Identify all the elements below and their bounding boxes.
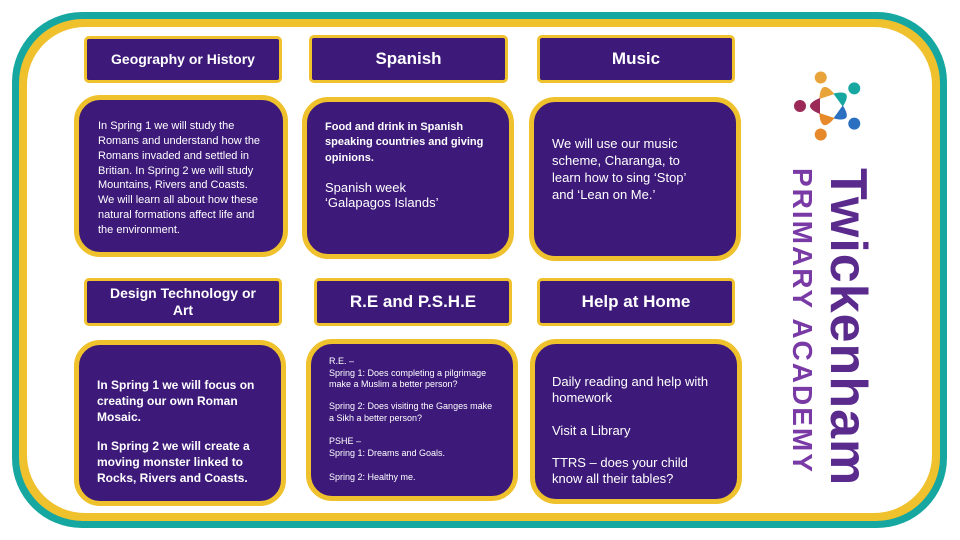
spanish-week-line2: ‘Galapagos Islands’ bbox=[325, 195, 439, 211]
header-design-technology: Design Technology or Art bbox=[84, 278, 282, 326]
pshe-label: PSHE – bbox=[329, 436, 362, 447]
dt-text-spring1: In Spring 1 we will focus on creating our own Roman Mosaic. bbox=[97, 378, 255, 425]
spanish-box bbox=[302, 97, 514, 259]
school-logo bbox=[785, 62, 875, 144]
pshe-spring2: Spring 2: Healthy me. bbox=[329, 471, 416, 482]
re-spring1: Spring 1: Does completing a pilgrimage make a Muslim a better person? bbox=[329, 367, 487, 390]
music-box bbox=[529, 97, 741, 261]
pshe-spring1: Spring 1: Dreams and Goals. bbox=[329, 448, 446, 459]
brand-name: Twickenham bbox=[819, 168, 877, 487]
help-at-home-box bbox=[530, 339, 742, 504]
header-spanish: Spanish bbox=[309, 35, 508, 83]
geography-text: In Spring 1 we will study the Romans and understand how the Romans invaded and settled in Britian. In Spring 2 we will study Mountains, Rivers and Coasts. We will learn all about how these natural formations affect life and the environment. bbox=[98, 120, 261, 236]
header-re-pshe: R.E and P.S.H.E bbox=[314, 278, 512, 326]
header-geography: Geography or History bbox=[84, 36, 282, 83]
geography-box bbox=[74, 95, 288, 257]
spanish-week-line1: Spanish week bbox=[325, 180, 406, 196]
header-music: Music bbox=[537, 35, 735, 83]
header-help-at-home: Help at Home bbox=[537, 278, 735, 326]
design-technology-box bbox=[74, 340, 286, 506]
help-item-ttrs: TTRS – does your child know all their tables? bbox=[552, 454, 688, 486]
music-text: We will use our music scheme, Charanga, to learn how to sing ‘Stop’ and ‘Lean on Me.’ bbox=[552, 136, 686, 202]
re-label: R.E. – bbox=[329, 356, 355, 366]
spanish-bold-text: Food and drink in Spanish speaking countries and giving opinions. bbox=[325, 121, 484, 164]
dt-text-spring2: In Spring 2 we will create a moving monster linked to Rocks, Rivers and Coasts. bbox=[97, 438, 250, 485]
re-spring2: Spring 2: Does visiting the Ganges make a Sikh a better person? bbox=[329, 401, 493, 423]
re-pshe-box bbox=[306, 339, 518, 501]
help-item-reading: Daily reading and help with homework bbox=[552, 374, 709, 406]
brand-subtitle: PRIMARY ACADEMY bbox=[787, 168, 818, 474]
help-item-library: Visit a Library bbox=[552, 422, 631, 438]
